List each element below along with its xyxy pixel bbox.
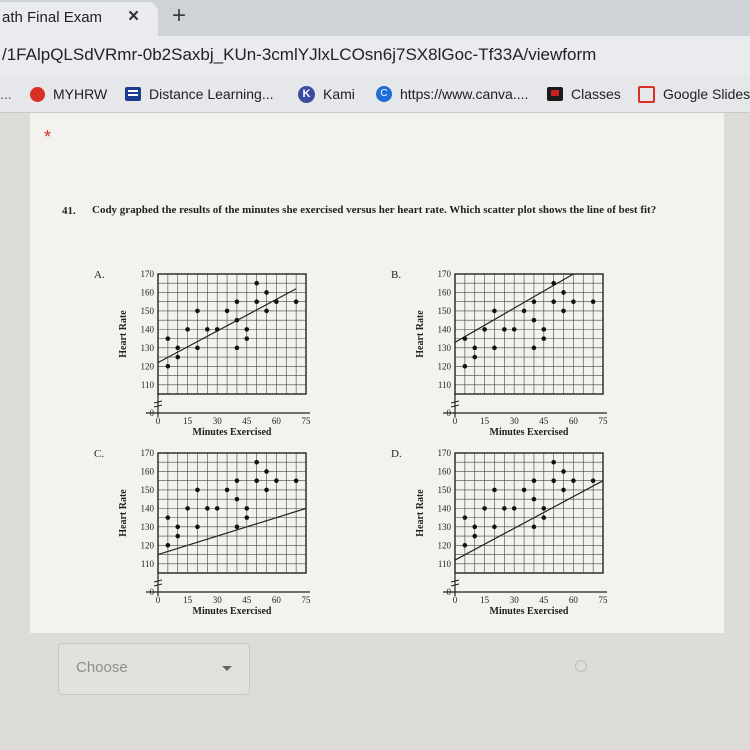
y-tick-label: 160 bbox=[140, 287, 154, 298]
data-point bbox=[235, 525, 240, 530]
data-point bbox=[571, 478, 576, 483]
best-fit-line bbox=[455, 481, 603, 560]
bookmark-classes[interactable] bbox=[547, 84, 621, 104]
data-point bbox=[195, 309, 200, 314]
data-point bbox=[274, 299, 279, 304]
form-page bbox=[0, 113, 750, 750]
plot-frame bbox=[158, 274, 306, 394]
x-axis-label: Minutes Exercised bbox=[489, 427, 569, 436]
data-point bbox=[561, 488, 566, 493]
data-point bbox=[225, 488, 230, 493]
data-point bbox=[532, 525, 537, 530]
data-point bbox=[512, 327, 517, 332]
data-point bbox=[482, 506, 487, 511]
data-point bbox=[294, 299, 299, 304]
y-axis-label: Heart Rate bbox=[415, 489, 426, 537]
tab-strip bbox=[0, 0, 750, 36]
data-point bbox=[532, 299, 537, 304]
data-point bbox=[254, 460, 259, 465]
data-point bbox=[205, 327, 210, 332]
chart-option-label: A. bbox=[94, 269, 105, 281]
y-tick-label: 120 bbox=[140, 540, 154, 551]
x-axis-label: Minutes Exercised bbox=[192, 427, 272, 436]
x-tick-label: 60 bbox=[271, 416, 281, 426]
bookmark-label: MYHRW bbox=[53, 86, 108, 102]
data-point bbox=[175, 355, 180, 360]
y-axis-label: Heart Rate bbox=[415, 310, 426, 358]
y-tick-label: 120 bbox=[437, 540, 451, 551]
bookmark-label: Kami bbox=[323, 86, 355, 102]
y-tick-label: 130 bbox=[437, 342, 451, 353]
data-point bbox=[561, 309, 566, 314]
bookmark-google-slides[interactable] bbox=[638, 84, 750, 104]
data-point bbox=[522, 488, 527, 493]
data-point bbox=[492, 309, 497, 314]
scatter-plot-a bbox=[88, 256, 328, 436]
bookmark-overflow[interactable]: ... bbox=[0, 86, 12, 102]
answer-dropdown[interactable] bbox=[58, 643, 250, 695]
y-tick-label: 160 bbox=[437, 466, 451, 477]
data-point bbox=[463, 515, 468, 520]
y-tick-label: 170 bbox=[140, 448, 154, 458]
best-fit-line bbox=[158, 508, 306, 554]
bookmark-canva[interactable] bbox=[376, 84, 528, 104]
question-number: 41. bbox=[62, 205, 76, 217]
data-point bbox=[472, 525, 477, 530]
x-tick-label: 45 bbox=[539, 416, 549, 426]
y-axis-label: Heart Rate bbox=[118, 489, 129, 537]
x-tick-label: 75 bbox=[301, 416, 311, 426]
data-point bbox=[542, 327, 547, 332]
red-dot-icon bbox=[30, 87, 45, 102]
x-tick-label: 30 bbox=[212, 416, 222, 426]
y-tick-label: 150 bbox=[437, 484, 451, 495]
data-point bbox=[185, 506, 190, 511]
browser-tab[interactable] bbox=[0, 2, 158, 36]
data-point bbox=[245, 506, 250, 511]
canva-icon: C bbox=[376, 86, 392, 102]
y-tick-label: 110 bbox=[437, 379, 451, 390]
data-point bbox=[235, 346, 240, 351]
data-point bbox=[591, 478, 596, 483]
data-point bbox=[166, 515, 171, 520]
question-text: Cody graphed the results of the minutes she exercised versus her heart rate. Which scatter plot shows the line of best fit? bbox=[92, 204, 657, 216]
data-point bbox=[215, 506, 220, 511]
data-point bbox=[472, 355, 477, 360]
scatter-plot-d bbox=[385, 435, 625, 615]
x-tick-label: 15 bbox=[183, 416, 193, 426]
y-tick-label: 130 bbox=[437, 521, 451, 532]
data-point bbox=[264, 309, 269, 314]
data-point bbox=[254, 478, 259, 483]
y-tick-label: 140 bbox=[437, 324, 451, 335]
x-tick-label: 75 bbox=[598, 416, 608, 426]
data-point bbox=[166, 336, 171, 341]
data-point bbox=[492, 488, 497, 493]
chart-option-label: B. bbox=[391, 269, 402, 281]
y-axis-label: Heart Rate bbox=[118, 310, 129, 358]
scatter-plot-b bbox=[385, 256, 625, 436]
data-point bbox=[551, 460, 556, 465]
y-tick-label: 110 bbox=[437, 558, 451, 569]
chart-option-label: D. bbox=[391, 448, 402, 460]
y-tick-label: 130 bbox=[140, 521, 154, 532]
data-point bbox=[532, 497, 537, 502]
data-point bbox=[175, 525, 180, 530]
x-tick-label: 15 bbox=[480, 595, 490, 605]
tab-title: ath Final Exam bbox=[2, 9, 103, 26]
data-point bbox=[561, 290, 566, 295]
data-point bbox=[502, 506, 507, 511]
y-tick-label: 150 bbox=[140, 305, 154, 316]
y-tick-label: 140 bbox=[140, 324, 154, 335]
data-point bbox=[264, 488, 269, 493]
data-point bbox=[542, 506, 547, 511]
y-tick-label: 120 bbox=[437, 361, 451, 372]
data-point bbox=[215, 327, 220, 332]
data-point bbox=[532, 478, 537, 483]
data-point bbox=[205, 506, 210, 511]
data-point bbox=[274, 478, 279, 483]
data-point bbox=[254, 299, 259, 304]
y-tick-label: 0 bbox=[446, 408, 451, 418]
data-point bbox=[225, 309, 230, 314]
x-tick-label: 75 bbox=[598, 595, 608, 605]
data-point bbox=[235, 497, 240, 502]
data-point bbox=[245, 327, 250, 332]
data-point bbox=[512, 506, 517, 511]
data-point bbox=[591, 299, 596, 304]
data-point bbox=[551, 281, 556, 286]
required-mark: * bbox=[44, 127, 52, 147]
y-tick-label: 120 bbox=[140, 361, 154, 372]
y-tick-label: 150 bbox=[140, 484, 154, 495]
y-tick-label: 0 bbox=[446, 587, 451, 597]
scatter-plot-c bbox=[88, 435, 328, 615]
y-tick-label: 0 bbox=[149, 408, 154, 418]
data-point bbox=[245, 515, 250, 520]
data-point bbox=[235, 478, 240, 483]
x-axis-label: Minutes Exercised bbox=[192, 606, 272, 615]
data-point bbox=[195, 525, 200, 530]
x-tick-label: 30 bbox=[509, 595, 519, 605]
x-tick-label: 0 bbox=[452, 595, 458, 605]
data-point bbox=[532, 346, 537, 351]
y-tick-label: 130 bbox=[140, 342, 154, 353]
x-tick-label: 45 bbox=[539, 595, 549, 605]
data-point bbox=[502, 327, 507, 332]
data-point bbox=[542, 515, 547, 520]
plot-frame bbox=[158, 453, 306, 573]
y-tick-label: 170 bbox=[437, 269, 451, 279]
slides-icon bbox=[638, 86, 655, 103]
data-point bbox=[166, 543, 171, 548]
x-tick-label: 0 bbox=[155, 595, 161, 605]
x-tick-label: 45 bbox=[242, 416, 252, 426]
data-point bbox=[472, 346, 477, 351]
data-point bbox=[185, 327, 190, 332]
chevron-down-icon bbox=[222, 666, 232, 671]
data-point bbox=[195, 346, 200, 351]
data-point bbox=[235, 318, 240, 323]
x-tick-label: 15 bbox=[183, 595, 193, 605]
x-tick-label: 30 bbox=[212, 595, 222, 605]
data-point bbox=[571, 299, 576, 304]
y-tick-label: 170 bbox=[140, 269, 154, 279]
data-point bbox=[551, 299, 556, 304]
data-point bbox=[294, 478, 299, 483]
bookmark-label: Classes bbox=[571, 86, 621, 102]
data-point bbox=[175, 346, 180, 351]
bookmark-label: https://www.canva.... bbox=[400, 86, 529, 102]
y-tick-label: 150 bbox=[437, 305, 451, 316]
x-tick-label: 30 bbox=[509, 416, 519, 426]
y-tick-label: 170 bbox=[437, 448, 451, 458]
dropdown-placeholder: Choose bbox=[76, 659, 128, 676]
data-point bbox=[175, 534, 180, 539]
data-point bbox=[492, 346, 497, 351]
y-tick-label: 110 bbox=[140, 558, 154, 569]
data-point bbox=[235, 299, 240, 304]
y-tick-label: 160 bbox=[437, 287, 451, 298]
data-point bbox=[482, 327, 487, 332]
bookmark-distance-learning[interactable] bbox=[125, 84, 274, 104]
data-point bbox=[245, 336, 250, 341]
data-point bbox=[264, 290, 269, 295]
x-tick-label: 15 bbox=[480, 416, 490, 426]
data-point bbox=[551, 478, 556, 483]
x-axis-label: Minutes Exercised bbox=[489, 606, 569, 615]
data-point bbox=[264, 469, 269, 474]
x-tick-label: 45 bbox=[242, 595, 252, 605]
bookmark-kami[interactable] bbox=[298, 84, 355, 104]
data-point bbox=[492, 525, 497, 530]
y-tick-label: 110 bbox=[140, 379, 154, 390]
x-tick-label: 0 bbox=[155, 416, 161, 426]
chart-option-label: C. bbox=[94, 448, 105, 460]
data-point bbox=[472, 534, 477, 539]
data-point bbox=[542, 336, 547, 341]
y-tick-label: 140 bbox=[437, 503, 451, 514]
y-tick-label: 140 bbox=[140, 503, 154, 514]
new-tab-icon[interactable]: + bbox=[172, 2, 187, 29]
bookmark-myhrw[interactable] bbox=[30, 84, 107, 104]
y-tick-label: 160 bbox=[140, 466, 154, 477]
close-tab-icon[interactable]: × bbox=[128, 6, 140, 27]
address-bar[interactable] bbox=[0, 36, 750, 76]
data-point bbox=[532, 318, 537, 323]
x-tick-label: 60 bbox=[568, 416, 578, 426]
url-text[interactable]: /1FAlpQLSdVRmr-0b2Saxbj_KUn-3cmlYJlxLCOsn6j7SX8lGoc-Tf33A/viewform bbox=[2, 45, 597, 64]
data-point bbox=[195, 488, 200, 493]
bookmark-label: Google Slides bbox=[663, 86, 750, 102]
bookmark-label: Distance Learning... bbox=[149, 86, 274, 102]
x-tick-label: 75 bbox=[301, 595, 311, 605]
x-tick-label: 60 bbox=[568, 595, 578, 605]
y-tick-label: 0 bbox=[149, 587, 154, 597]
data-point bbox=[166, 364, 171, 369]
plot-frame bbox=[455, 453, 603, 573]
list-icon bbox=[125, 87, 141, 101]
data-point bbox=[254, 281, 259, 286]
data-point bbox=[463, 543, 468, 548]
x-tick-label: 60 bbox=[271, 595, 281, 605]
data-point bbox=[463, 364, 468, 369]
data-point bbox=[463, 336, 468, 341]
screen-glare bbox=[575, 660, 587, 672]
classes-icon bbox=[547, 87, 563, 101]
x-tick-label: 0 bbox=[452, 416, 458, 426]
data-point bbox=[522, 309, 527, 314]
bookmarks-bar bbox=[0, 76, 750, 113]
plot-frame bbox=[455, 274, 603, 394]
kami-icon: K bbox=[298, 86, 315, 103]
data-point bbox=[561, 469, 566, 474]
